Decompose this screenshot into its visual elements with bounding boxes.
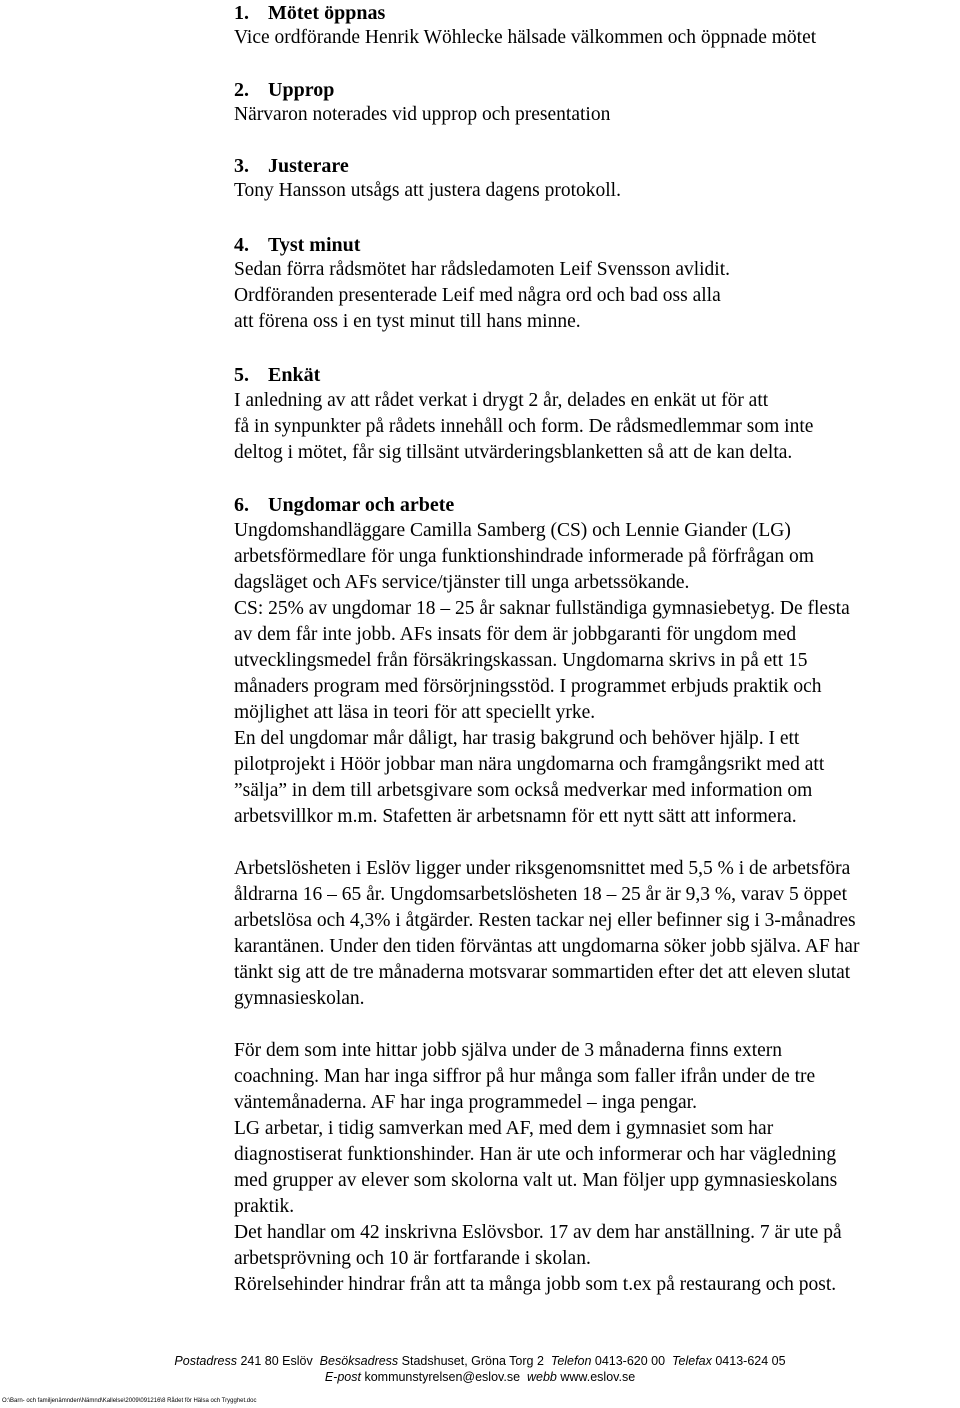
paragraph-2-line: diagnostiserat funktionshinder. Han är ute och informerar och har vägledning (234, 1144, 837, 1165)
section-6-line: dagsläget och AFs service/tjänster till unga arbetssökande. (234, 572, 690, 593)
webb-link[interactable]: www.eslov.se (560, 1370, 636, 1384)
telefax-label: Telefax (672, 1354, 712, 1368)
paragraph-1-line: arbetslösa och 4,3% i åtgärder. Resten tackar nej eller befinner sig i 3-månadres (234, 910, 856, 931)
section-6-line: utvecklingsmedel från försäkringskassan. Ungdomarna skrivs in på ett 15 (234, 650, 808, 671)
section-6-line: CS: 25% av ungdomar 18 – 25 år saknar fullständiga gymnasiebetyg. De flesta (234, 598, 850, 619)
footer-address-line (0, 1353, 960, 1369)
paragraph-1-line: gymnasieskolan. (234, 988, 365, 1009)
epost-label: E-post (324, 1370, 361, 1384)
section-2-heading: 2. Upprop (234, 79, 335, 101)
footer-contact-line (0, 1369, 960, 1385)
section-6-line: ”sälja” in dem till arbetsgivare som också medverkar med information om (234, 780, 813, 801)
section-4-line: Ordföranden presenterade Leif med några ord och bad oss alla (234, 285, 721, 306)
section-3-text: Tony Hansson utsågs att justera dagens protokoll. (234, 180, 621, 201)
paragraph-2-line: Det handlar om 42 inskrivna Eslövsbor. 17 av dem har anställning. 7 är ute på (234, 1222, 842, 1243)
section-5-line: deltog i mötet, får sig tillsänt utvärderingsblanketten så att de kan delta. (234, 442, 793, 463)
paragraph-2-line: LG arbetar, i tidig samverkan med AF, med dem i gymnasiet som har (234, 1118, 774, 1139)
section-6-line: Ungdomshandläggare Camilla Samberg (CS) och Lennie Giander (LG) (234, 520, 791, 541)
paragraph-2-line: coachning. Man har inga siffror på hur många som faller ifrån under de tre (234, 1066, 816, 1087)
section-2-text: Närvaron noterades vid upprop och presentation (234, 104, 611, 125)
section-6-line: pilotprojekt i Höör jobbar man nära ungdomarna och framgångsrikt med att (234, 754, 825, 775)
telefon-value: 0413-620 00 (594, 1354, 666, 1368)
section-5-line: I anledning av att rådet verkat i drygt 2 år, delades en enkät ut för att (234, 390, 769, 411)
paragraph-1-line: Arbetslösheten i Eslöv ligger under riksgenomsnittet med 5,5 % i de arbetsföra (234, 858, 851, 879)
postadress-label: Postadress (174, 1354, 237, 1368)
paragraph-2-line: För dem som inte hittar jobb själva under de 3 månaderna finns extern (234, 1040, 783, 1061)
postadress-value: 241 80 Eslöv (240, 1354, 313, 1368)
paragraph-2-line: väntemånaderna. AF har inga programmedel – inga pengar. (234, 1092, 697, 1113)
webb-label: webb (526, 1370, 557, 1384)
besoksadress-value: Stadshuset, Gröna Torg 2 (401, 1354, 544, 1368)
section-1-text: Vice ordförande Henrik Wöhlecke hälsade välkommen och öppnade mötet (234, 27, 817, 48)
telefax-value: 0413-624 05 (715, 1354, 786, 1368)
paragraph-2-line: med grupper av elever som skolorna valt ut. Man följer upp gymnasieskolans (234, 1170, 838, 1191)
section-6-heading: 6. Ungdomar och arbete (234, 494, 455, 516)
paragraph-1-line: åldrarna 16 – 65 år. Ungdomsarbetslösheten 18 – 25 år är 9,3 %, varav 5 öppet (234, 884, 847, 905)
paragraph-2-line: Rörelsehinder hindrar från att ta många jobb som t.ex på restaurang och post. (234, 1274, 837, 1295)
section-5-line: få in synpunkter på rådets innehåll och form. De rådsmedlemmar som inte (234, 416, 814, 437)
section-6-line: månaders program med försörjningsstöd. I programmet erbjuds praktik och (234, 676, 822, 697)
section-6-line: av dem får inte jobb. AFs insats för dem är jobbgaranti för ungdom med (234, 624, 797, 645)
section-6-line: arbetsvillkor m.m. Stafetten är arbetsnamn för ett nytt sätt att informera. (234, 806, 797, 827)
paragraph-2-line: arbetsprövning och 10 är fortfarande i skolan. (234, 1248, 591, 1269)
section-6-line: möjlighet att läsa in teori för att speciellt yrke. (234, 702, 596, 723)
besoksadress-label: Besöksadress (319, 1354, 399, 1368)
section-3-heading: 3. Justerare (234, 155, 349, 177)
paragraph-2-line: praktik. (234, 1196, 295, 1217)
telefon-label: Telefon (550, 1354, 592, 1368)
section-6-line: arbetsförmedlare för unga funktionshindrade informerade på förfrågan om (234, 546, 814, 567)
file-path: O:\Barn- och familjenämnden\Nämnd\Kallelse\2009\091216\8 Rådet för Hälsa och Trygghet.doc (2, 1398, 257, 1404)
section-5-heading: 5. Enkät (234, 364, 321, 386)
section-4-heading: 4. Tyst minut (234, 234, 361, 256)
paragraph-1-line: tänkt sig att de tre månaderna motsvarar sommartiden efter det att eleven slutat (234, 962, 851, 983)
section-4-line: att förena oss i en tyst minut till hans minne. (234, 311, 581, 332)
section-6-line: En del ungdomar mår dåligt, har trasig bakgrund och behöver hjälp. I ett (234, 728, 800, 749)
section-1-heading: 1. Mötet öppnas (234, 2, 386, 24)
paragraph-1-line: karantänen. Under den tiden förväntas att ungdomarna söker jobb själva. AF har (234, 936, 860, 957)
section-4-line: Sedan förra rådsmötet har rådsledamoten Leif Svensson avlidit. (234, 259, 731, 280)
epost-link[interactable]: kommunstyrelsen@eslov.se (364, 1370, 521, 1384)
